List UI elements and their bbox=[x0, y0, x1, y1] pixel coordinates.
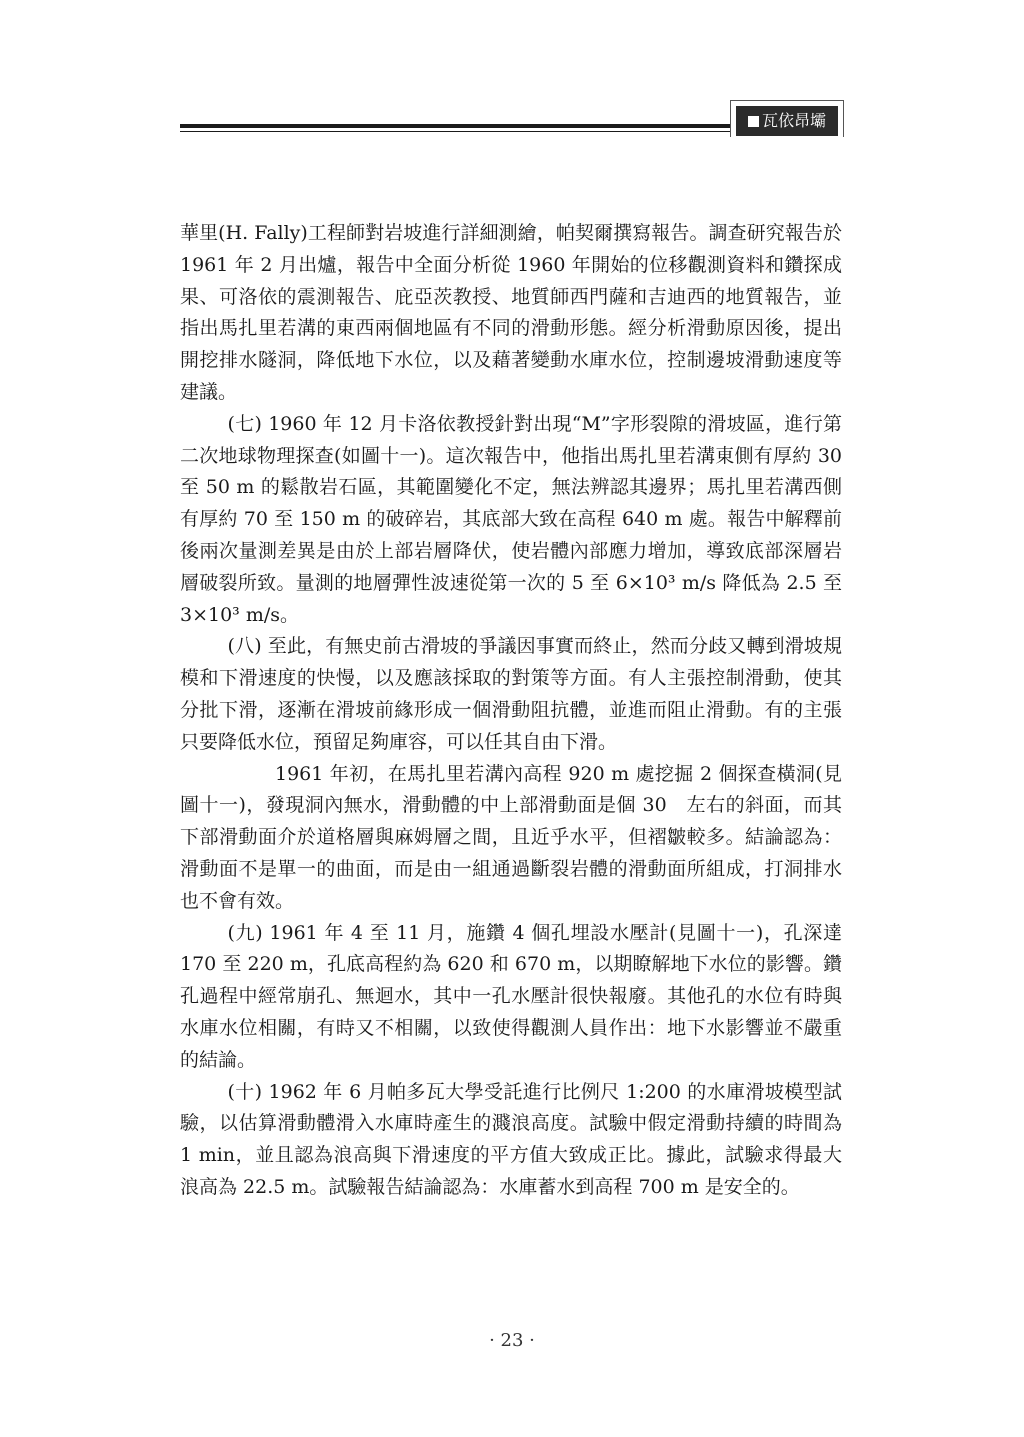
section-tab bbox=[736, 106, 838, 136]
header-rule-thick bbox=[180, 124, 740, 128]
paragraph-3: (八) 至此，有無史前古滑坡的爭議因事實而終止，然而分歧又轉到滑坡規模和下滑速度的快慢，以及應該採取的對策等方面。有人主張控制滑動，使其分批下滑，逐漸在滑坡前緣形成一個滑動阻抗體，並進而阻止滑動。有的主張只要降低水位，預留足夠庫容，可以任其自由下滑。 bbox=[180, 635, 842, 753]
paragraph-5: (九) 1961 年 4 至 11 月，施鑽 4 個孔埋設水壓計(見圖十一)，孔深達 170 至 220 m，孔底高程約為 620 和 670 m，以期瞭解地下水位的影響。鑽孔過程中經常崩孔、無迴水，其中一孔水壓計很快報廢。其他孔的水位有時與水庫水位相關，有時又不相關，以致使得觀測人員作出：地下水影響並不嚴重的結論。 bbox=[180, 921, 842, 1071]
paragraph-1: 華里(H. Fally)工程師對岩坡進行詳細測繪，帕契爾撰寫報告。調查研究報告於 1961 年 2 月出爐，報告中全面分析從 1960 年開始的位移觀測資料和鑽探成果、可洛依的震測報告、庇亞茨教授、地質師西門薩和吉迪西的地質報告，並指出馬扎里若溝的東西兩個地區有不同的滑動形態。經分析滑動原因後，提出開挖排水隧洞，降低地下水位，以及藉著變動水庫水位，控制邊坡滑動速度等建議。 bbox=[180, 222, 842, 403]
square-bullet-icon bbox=[748, 116, 759, 127]
section-title: 瓦依昂壩 bbox=[761, 111, 826, 130]
page-number: · 23 · bbox=[489, 1330, 535, 1351]
body-text bbox=[180, 218, 842, 1204]
paragraph-4: 1961 年初，在馬扎里若溝內高程 920 m 處挖掘 2 個探查橫洞(見圖十一)，發現洞內無水，滑動體的中上部滑動面是個 30 左右的斜面，而其下部滑動面介於道格層與麻姆層之間，且近乎水平，但褶皺較多。結論認為：滑動面不是單一的曲面，而是由一組通過斷裂岩體的滑動面所組成，打洞排水也不會有效。 bbox=[180, 762, 842, 912]
paragraph-6: (十) 1962 年 6 月帕多瓦大學受託進行比例尺 1:200 的水庫滑坡模型試驗，以估算滑動體滑入水庫時產生的濺浪高度。試驗中假定滑動持續的時間為 1 min，並且認為浪高與下滑速度的平方值大致成正比。據此，試驗求得最大浪高為 22.5 m。試驗報告結論認為：水庫蓄水到高程 700 m 是安全的。 bbox=[180, 1080, 842, 1198]
paragraph-2: (七) 1960 年 12 月卡洛依教授針對出現“M”字形裂隙的滑坡區，進行第二次地球物理探查(如圖十一)。這次報告中，他指出馬扎里若溝東側有厚約 30 至 50 m 的鬆散岩石區，其範圍變化不定，無法辨認其邊界；馬扎里若溝西側有厚約 70 至 150 m 的破碎岩，其底部大致在高程 640 m 處。報告中解釋前後兩次量測差異是由於上部岩層降伏，使岩體內部應力增加，導致底部深層岩層破裂所致。量測的地層彈性波速從第一次的 5 至 6×10³ m/s 降低為 2.5 至 3×10³ m/s。 bbox=[180, 412, 842, 626]
header-rule-thin bbox=[180, 131, 740, 132]
running-header bbox=[180, 100, 842, 140]
